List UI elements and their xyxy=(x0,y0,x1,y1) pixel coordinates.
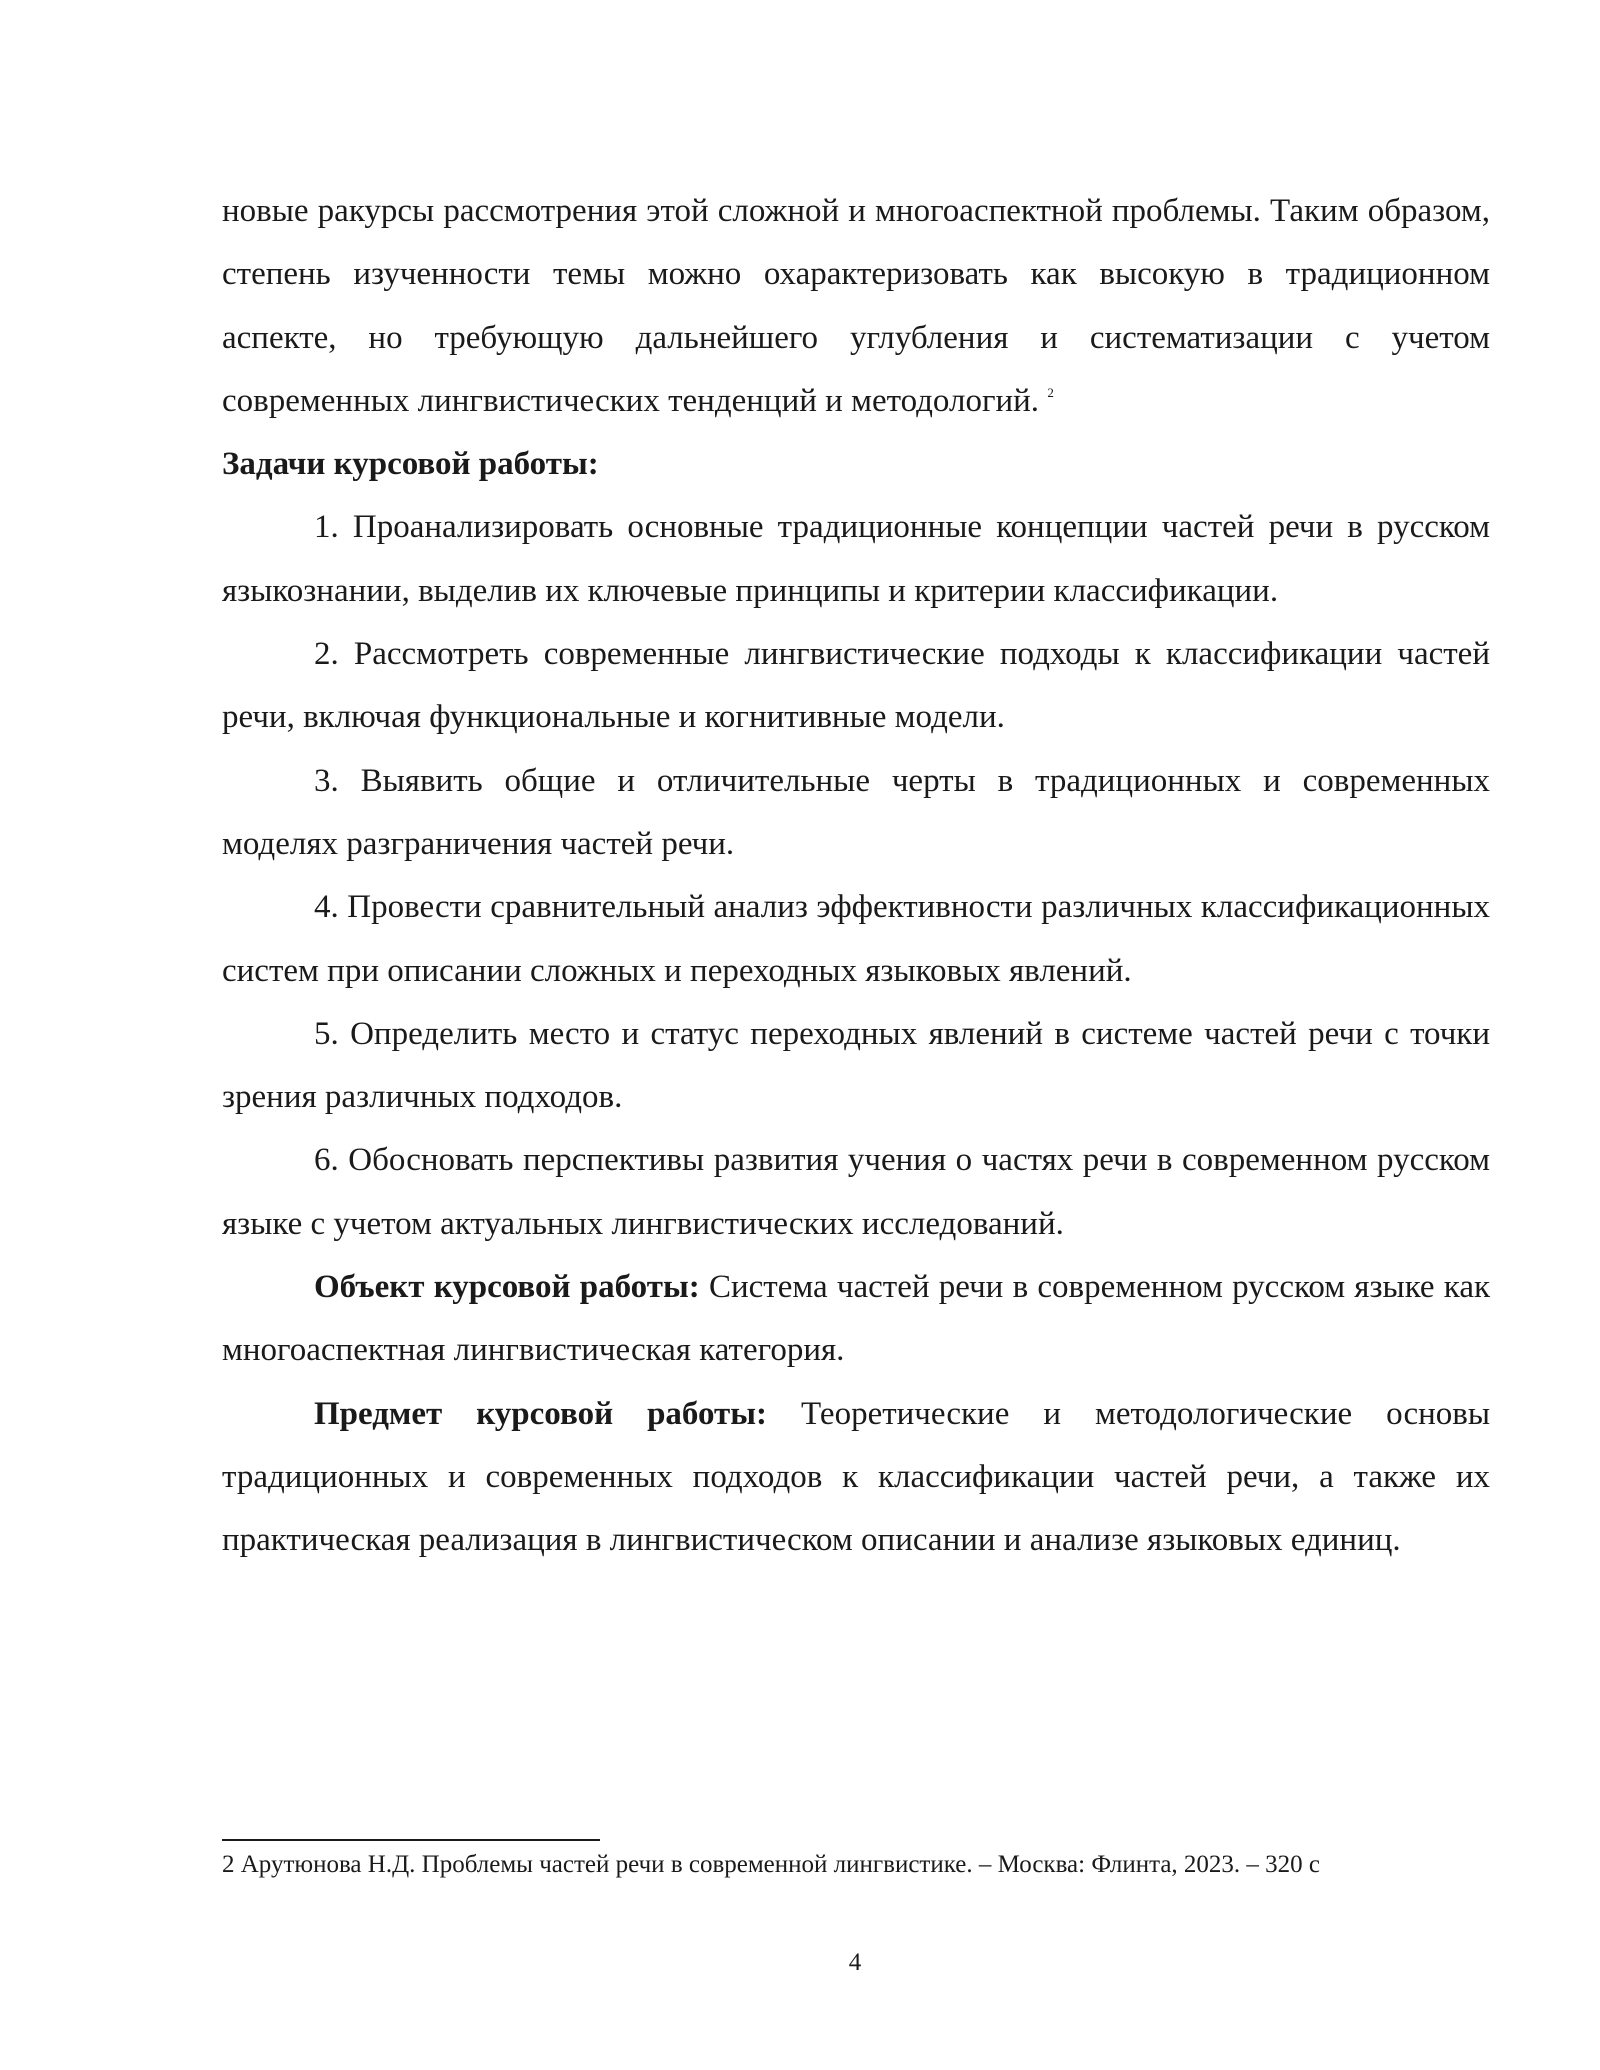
task-item-2: 2. Рассмотреть современные лингвистические подходы к классификации частей речи, включая функциональные и когнитивные модели. xyxy=(222,636,1490,736)
task-item-1: 1. Проанализировать основные традиционные концепции частей речи в русском языкознании, выделив их ключевые принципы и критерии классификации. xyxy=(222,509,1490,609)
object-text: Система частей речи в современном русском языке как многоаспектная лингвистическая категория. xyxy=(222,1269,1491,1369)
task-item-3: 3. Выявить общие и отличительные черты в традиционных и современных моделях разграничения частей речи. xyxy=(222,762,1490,862)
task-item-4: 4. Провести сравнительный анализ эффективности различных классификационных систем при описании сложных и переходных языковых явлений. xyxy=(222,889,1490,989)
tasks-heading: Задачи курсовой работы: xyxy=(222,446,599,483)
subject-paragraph xyxy=(222,1383,1490,1573)
footnote-separator xyxy=(222,1839,600,1841)
task-item-5: 5. Определить место и статус переходных явлений в системе частей речи с точки зрения различных подходов. xyxy=(222,1015,1490,1116)
page-body xyxy=(222,180,1490,1573)
intro-paragraph-text: новые ракурсы рассмотрения этой сложной и многоаспектной проблемы. Таким образом, степень изученности темы можно охарактеризовать как высокую в традиционном аспекте, но требующую дальнейшего углубления и систематизации с учетом современных лингвистических тенденций и методологий. xyxy=(222,193,1490,419)
subject-text: Теоретические и методологические основы традиционных и современных подходов к классификации частей речи, а также их практическая реализация в лингвистическом описании и анализе языковых единиц. xyxy=(222,1395,1491,1559)
object-label: Объект курсовой работы: xyxy=(314,1269,700,1306)
object-paragraph xyxy=(222,1256,1490,1383)
intro-paragraph xyxy=(222,180,1490,433)
footnote-reference: 2 xyxy=(1047,384,1054,400)
subject-label: Предмет курсовой работы: xyxy=(314,1395,768,1432)
footnote-text: 2 Арутюнова Н.Д. Проблемы частей речи в современной лингвистике. – Москва: Флинта, 2023. – 320 с xyxy=(222,1851,1321,1878)
task-item-6: 6. Обосновать перспективы развития учения о частях речи в современном русском языке с учетом актуальных лингвистических исследований. xyxy=(222,1142,1490,1242)
page-number: 4 xyxy=(848,1949,862,1976)
